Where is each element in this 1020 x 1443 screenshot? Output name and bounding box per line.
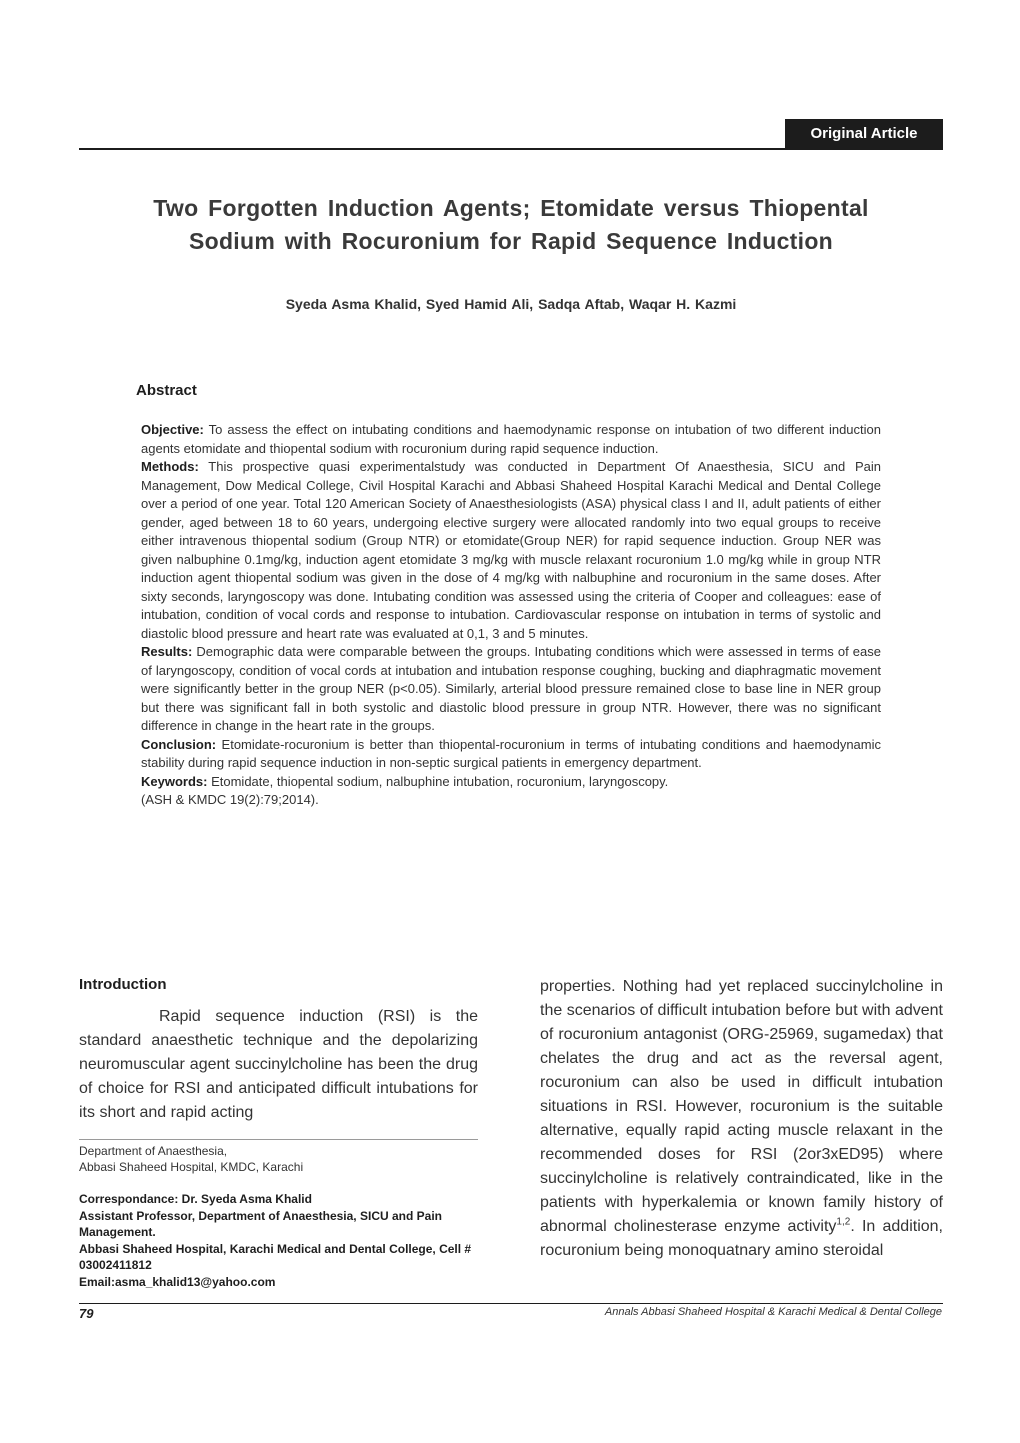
affiliation-line-2: Abbasi Shaheed Hospital, KMDC, Karachi xyxy=(79,1160,304,1174)
correspondence xyxy=(79,1191,478,1290)
affiliation xyxy=(79,1143,478,1175)
journal-name: Annals Abbasi Shaheed Hospital & Karachi Medical & Dental College xyxy=(604,1306,942,1318)
conclusion-text: Etomidate-rocuronium is better than thiopental-rocuronium in terms of intubating conditions and haemodynamic stability during rapid sequence induction in non-septic surgical patients in emergency department. xyxy=(141,736,881,770)
abstract-conclusion xyxy=(141,736,881,773)
title-line-2: Sodium with Rocuronium for Rapid Sequence Induction xyxy=(188,228,834,254)
objective-label: Objective: xyxy=(141,422,204,437)
citation-superscript: 1,2 xyxy=(836,1216,851,1228)
abstract-heading: Abstract xyxy=(136,382,197,399)
correspondence-line-1: Correspondance: Dr. Syeda Asma Khalid xyxy=(79,1192,312,1206)
keywords-text: Etomidate, thiopental sodium, nalbuphine intubation, rocuronium, laryngoscopy. xyxy=(211,773,669,789)
right-column-text xyxy=(540,975,943,1263)
results-label: Results: xyxy=(141,644,193,659)
conclusion-label: Conclusion: xyxy=(141,736,217,752)
correspondence-line-2: Assistant Professor, Department of Anaesthesia, SICU and Pain Management. xyxy=(79,1208,442,1239)
abstract-results xyxy=(141,643,881,736)
objective-text: To assess the effect on intubating conditions and haemodynamic response on intubation of two different induction agents etomidate and thiopental sodium with rocuronium during rapid sequence induction. xyxy=(141,422,881,456)
methods-text: This prospective quasi experimentalstudy was conducted in Department Of Anaesthesia, SICU and Pain Management, Dow Medical College, Civil Hospital Karachi and Abbasi Shaheed Hospital Karachi Medical and Dental College over a period of one year. Total 120 American Society of Anaesthesiologists (ASA) physical class I and II, adult patients of either gender, aged between 18 to 60 years, undergoing elective surgery were allocated randomly into two equal groups to receive either intravenous thiopental sodium (Group NTR) or etomidate(Group NER) for rapid sequence induction. Group NER was given nalbuphine 0.1mg/kg, induction agent etomidate 3 mg/kg with muscle relaxant rocuronium 1.0 mg/kg while in group NTR induction agent thiopental sodium was given in the dose of 4 mg/kg with nalbuphine and rocuronium in the same doses. After sixty seconds, laryngoscopy was done. Intubating condition was assessed using the criteria of Cooper and colleagues: ease of intubation, condition of vocal cords and response to intubation. Cardiovascular response on intubation in terms of systolic and diastolic blood pressure and heart rate was evaluated at 0,1, 3 and 5 minutes. xyxy=(141,459,881,641)
abstract-body xyxy=(141,421,881,810)
keywords-label: Keywords: xyxy=(141,773,208,789)
abstract-citation: (ASH & KMDC 19(2):79;2014). xyxy=(141,792,319,807)
methods-label: Methods: xyxy=(141,459,199,474)
abstract-keywords xyxy=(141,773,881,792)
page-number: 79 xyxy=(79,1306,94,1321)
authors: Syeda Asma Khalid, Syed Hamid Ali, Sadqa Aftab, Waqar H. Kazmi xyxy=(285,296,737,312)
affiliation-line-1: Department of Anaesthesia, xyxy=(79,1144,228,1158)
results-text: Demographic data were comparable between the groups. Intubating conditions which were assessed in terms of ease of laryngoscopy, condition of vocal cords at intubation and intubation response coughing, bucking and diaphragmatic movement were significantly better in the group NER (p<0.05). Similarly, arterial blood pressure remained close to base line in NER group but there was significant fall in both systolic and diastolic blood pressure in group NTR. However, there was no significant difference in change in the heart rate in the groups. xyxy=(141,644,881,733)
right-text-part-1: properties. Nothing had yet replaced succinylcholine in the scenarios of difficult intubation before but with advent of rocuronium antagonist (ORG-25969, sugamedax) that chelates the drug and act as the reversal agent, rocuronium can also be used in difficult intubation situations in RSI. However, rocuronium is the suitable alternative, equally rapid acting muscle relaxant in the recommended doses for RSI (2or3xED95) where succinylcholine is relatively contraindicated, like in the patients with hyperkalemia or known family history of abnormal cholinesterase enzyme activity xyxy=(540,978,943,1235)
article-title xyxy=(80,192,942,258)
right-text-part-2: . In addition, rocuronium being monoquatnary amino steroidal xyxy=(540,1218,943,1259)
title-line-1: Two Forgotten Induction Agents; Etomidate versus Thiopental xyxy=(153,195,869,221)
introduction-paragraph: Rapid sequence induction (RSI) is the standard anaesthetic technique and the depolarizing neuromuscular agent succinylcholine has been the drug of choice for RSI and anticipated difficult intubations for its short and rapid acting xyxy=(79,1008,478,1121)
header-rule xyxy=(79,148,943,150)
abstract-methods xyxy=(141,458,881,643)
footer-rule xyxy=(79,1303,943,1304)
left-column xyxy=(79,976,478,1125)
article-type-badge: Original Article xyxy=(785,119,943,149)
introduction-heading: Introduction xyxy=(79,976,167,993)
footnote-rule xyxy=(79,1139,478,1140)
correspondence-email: Email:asma_khalid13@yahoo.com xyxy=(79,1274,276,1289)
correspondence-line-3: Abbasi Shaheed Hospital, Karachi Medical and Dental College, Cell # 03002411812 xyxy=(79,1241,472,1272)
abstract-objective xyxy=(141,421,881,458)
